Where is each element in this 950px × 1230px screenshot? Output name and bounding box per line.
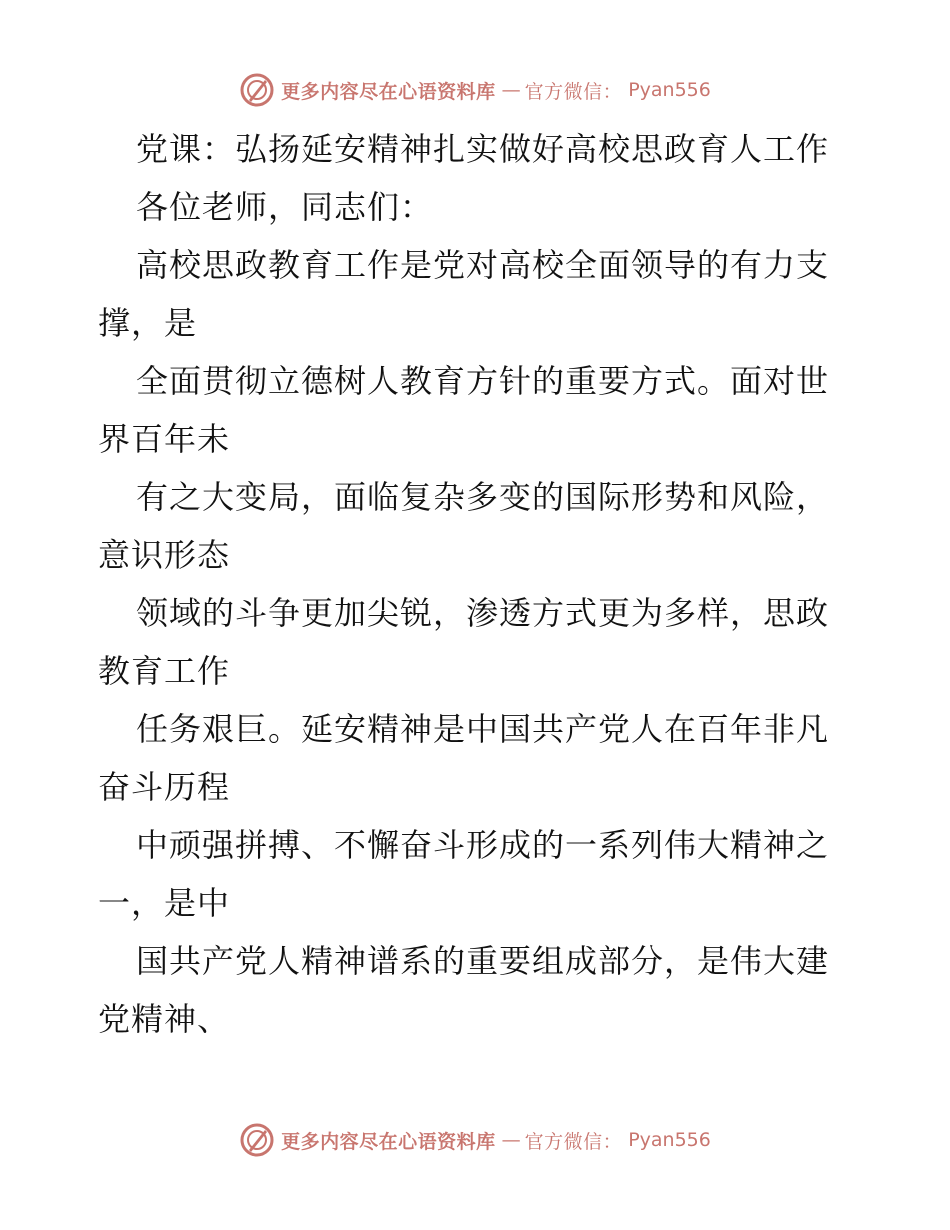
paragraph-line: 领域的斗争更加尖锐，渗透方式更为多样，思政 xyxy=(136,594,830,632)
watermark-text: 更多内容尽在心语资料库 xyxy=(281,1130,496,1153)
paragraph-line: 任务艰巨。延安精神是中国共产党人在百年非凡 xyxy=(136,710,830,748)
paragraph-line: 中顽强拼搏、不懈奋斗形成的一系列伟大精神之 xyxy=(136,826,830,864)
paragraph-line: 高校思政教育工作是党对高校全面领导的有力支 xyxy=(136,246,830,284)
quill-logo-icon xyxy=(239,1122,275,1158)
watermark-dash: — xyxy=(501,79,519,101)
footer-watermark xyxy=(0,1120,950,1160)
document-title: 党课：弘扬延安精神扎实做好高校思政育人工作 xyxy=(136,130,830,168)
paragraph-line: 界百年未 xyxy=(98,420,231,458)
paragraph-line: 国共产党人精神谱系的重要组成部分，是伟大建 xyxy=(136,942,830,980)
paragraph-line: 有之大变局，面临复杂多变的国际形势和风险， xyxy=(136,478,830,516)
paragraph-line: 全面贯彻立德树人教育方针的重要方式。面对世 xyxy=(136,362,830,400)
watermark-wechat-label: 官方微信： xyxy=(524,1130,623,1153)
document-body xyxy=(98,120,858,1048)
watermark-wechat-id: Pyan556 xyxy=(628,1129,711,1151)
watermark-wechat-id: Pyan556 xyxy=(628,79,711,101)
paragraph-line: 撑，是 xyxy=(98,304,198,342)
paragraph-line: 党精神、 xyxy=(98,1000,231,1038)
paragraph-line: 奋斗历程 xyxy=(98,768,231,806)
document-greeting: 各位老师，同志们： xyxy=(136,188,434,226)
paragraph-line: 意识形态 xyxy=(98,536,231,574)
quill-logo-icon xyxy=(239,72,275,108)
paragraph-line: 教育工作 xyxy=(98,652,231,690)
watermark-text: 更多内容尽在心语资料库 xyxy=(281,80,496,103)
header-watermark xyxy=(0,70,950,110)
paragraph-line: 一，是中 xyxy=(98,884,231,922)
watermark-dash: — xyxy=(501,1129,519,1151)
watermark-wechat-label: 官方微信： xyxy=(524,80,623,103)
